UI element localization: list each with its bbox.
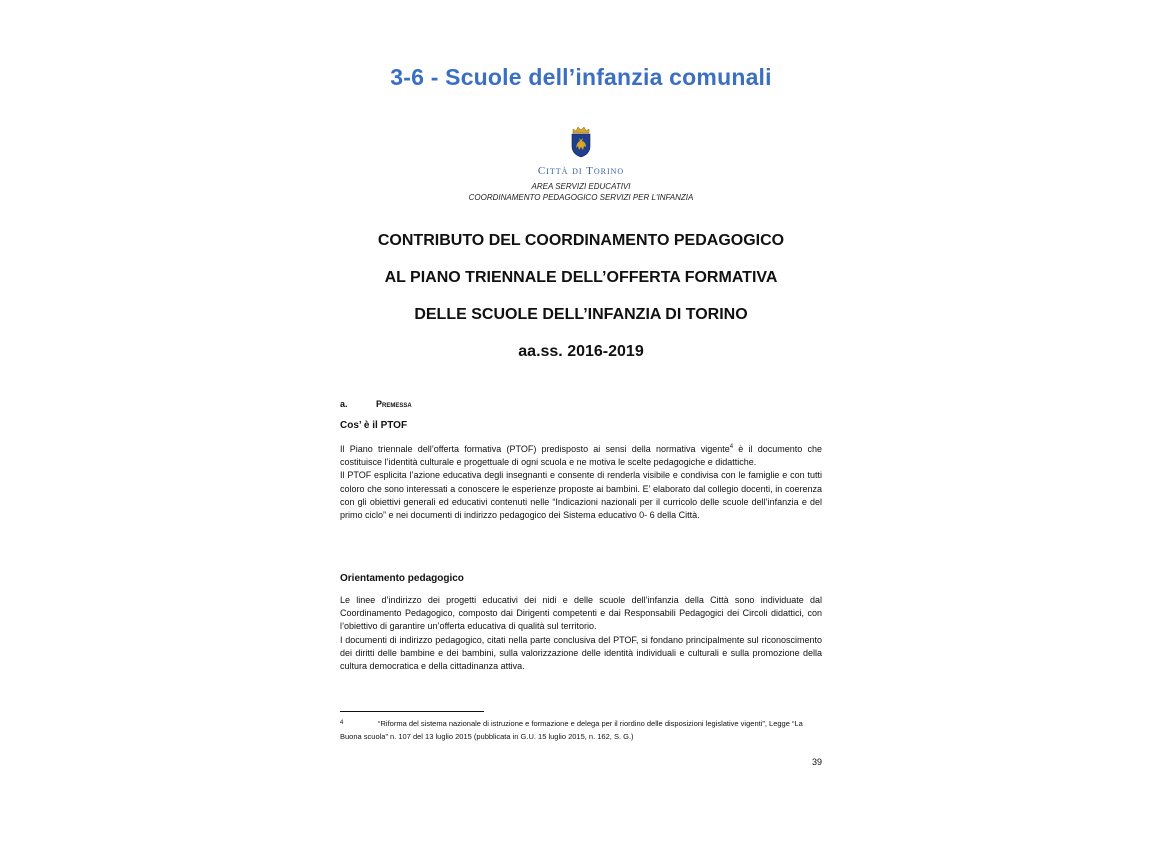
doc-title-years: aa.ss. 2016-2019 <box>518 343 644 360</box>
cose-ptof-paragraph-1 <box>340 443 822 469</box>
section-a-number: a. <box>340 399 348 409</box>
city-name: Città di Torino <box>537 165 625 177</box>
cose-ptof-heading: Cos’ è il PTOF <box>340 420 408 431</box>
section-a-heading <box>340 399 412 409</box>
footnote-text: “Riforma del sistema nazionale di istruzione e formazione e delega per il riordino delle disposizioni legislative vigenti”, Legge “La Buona scuola” n. 107 del 13 luglio 2015 (pubblicata in G.U. 15 luglio 2015, n. 162, S. G.) <box>340 719 803 741</box>
torino-crest-icon <box>568 126 594 158</box>
doc-title-line-3: DELLE SCUOLE DELL’INFANZIA DI TORINO <box>414 306 748 323</box>
paragraph-text: è il documento che costituisce l’identità culturale e progettuale di ogni scuola e ne motiva le scelte pedagogiche e didattiche. <box>340 444 822 468</box>
orientamento-paragraph-1: Le linee d’indirizzo dei progetti educativi dei nidi e delle scuole dell’infanzia della Città sono individuate dal Coordinamento Pedagogico, composto dai Dirigenti competenti e dai Responsabili Pedagogici dei Circoli didattici, con l’obiettivo di garantire un’offerta educativa di qualità sul territorio. <box>340 595 822 632</box>
cose-ptof-paragraph-2: Il PTOF esplicita l’azione educativa degli insegnanti e consente di renderla visibile e condivisa con le famiglie e con tutti coloro che sono interessati a conoscere le esperienze proposte ai bambini. E’ elaborato dal collegio docenti, in coerenza con gli obiettivi generali ed educativi contenuti nelle “Indicazioni nazionali per il curricolo delle scuole dell’infanzia e del primo ciclo” e nei documenti di indirizzo pedagogico dei Sistema educativo 0- 6 della Città. <box>340 470 822 521</box>
orientamento-body <box>340 594 822 673</box>
unit-name: COORDINAMENTO PEDAGOGICO SERVIZI PER L'INFANZIA <box>468 193 694 202</box>
footnote-divider <box>340 711 484 712</box>
doc-title-line-2: AL PIANO TRIENNALE DELL’OFFERTA FORMATIVA <box>384 269 778 286</box>
orientamento-paragraph-2: I documenti di indirizzo pedagogico, citati nella parte conclusiva del PTOF, si fondano principalmente sul riconoscimento dei diritti delle bambine e dei bambini, sulla valorizzazione delle identità individuali e culturali e sulla promozione della cultura democratica e della cittadinanza attiva. <box>340 634 822 672</box>
doc-title-line-1: CONTRIBUTO DEL COORDINAMENTO PEDAGOGICO <box>377 232 785 249</box>
city-logo-block <box>0 126 1162 203</box>
footnote-mark: 4 <box>340 720 344 726</box>
footnote <box>340 717 822 743</box>
section-title: 3-6 - Scuole dell’infanzia comunali <box>390 64 772 90</box>
department-name: AREA SERVIZI EDUCATIVI <box>531 182 631 191</box>
page-number: 39 <box>811 757 822 767</box>
orientamento-heading: Orientamento pedagogico <box>340 573 464 584</box>
footnote-reference: 4 <box>729 444 734 450</box>
section-a-label: Premessa <box>376 399 412 409</box>
cose-ptof-body <box>340 443 822 522</box>
paragraph-text: Il Piano triennale dell’offerta formativa (PTOF) predisposto ai sensi della normativa vigente <box>340 444 730 454</box>
